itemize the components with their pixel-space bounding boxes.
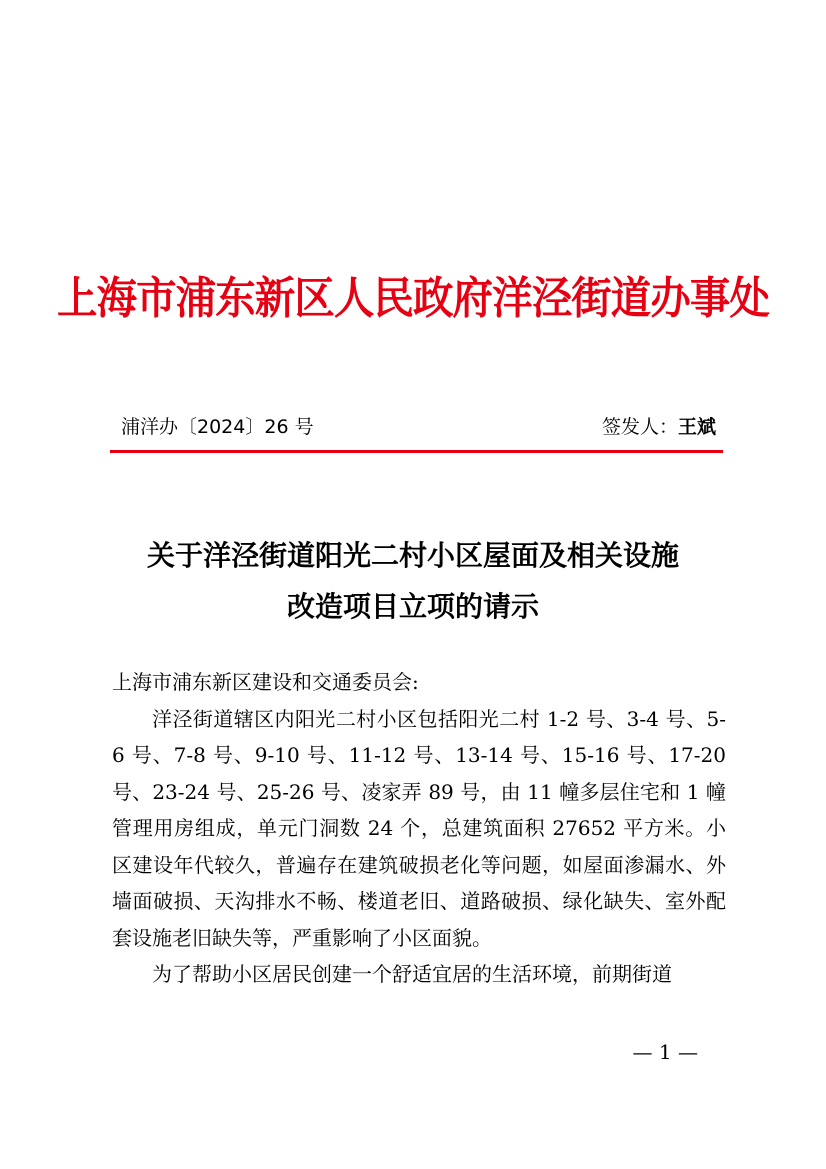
red-divider-line [110, 450, 723, 453]
addressee: 上海市浦东新区建设和交通委员会: [112, 670, 419, 694]
body-paragraph-2: 为了帮助小区居民创建一个舒适宜居的生活环境，前期街道 [152, 962, 672, 986]
page-number: — 1 — [632, 1040, 698, 1064]
body-paragraph-1: 洋泾街道辖区内阳光二村小区包括阳光二村 1-2 号、3-4 号、5-6 号、7-8 号、9-10 号、11-12 号、13-14 号、15-16 号、17-20 号、23-24 号、25-26 号、凌家弄 89 号，由 11 幢多层住宅和 1 幢管理用房组成，单元门洞数 24 个，总建筑面积 27652 平方米。小区建设年代较久，普遍存在建筑破损老化等问题，如屋面渗漏水、外墙面破损、天沟排水不畅、楼道老旧、道路破损、绿化缺失、室外配套设施老旧缺失等，严重影响了小区面貌。 [112, 706, 726, 950]
doc-number-row [121, 412, 716, 440]
signer [602, 412, 716, 439]
signer-label: 签发人： [601, 416, 678, 438]
masthead-title: 上海市浦东新区人民政府洋泾街道办事处 [56, 273, 770, 324]
document-title-line-1: 关于洋泾街道阳光二村小区屋面及相关设施 [146, 539, 679, 572]
document-body [112, 664, 726, 993]
document-number: 浦洋办〔2024〕26 号 [121, 416, 314, 438]
signer-name: 王斌 [677, 416, 716, 438]
document-title-line-2: 改造项目立项的请示 [286, 590, 539, 623]
